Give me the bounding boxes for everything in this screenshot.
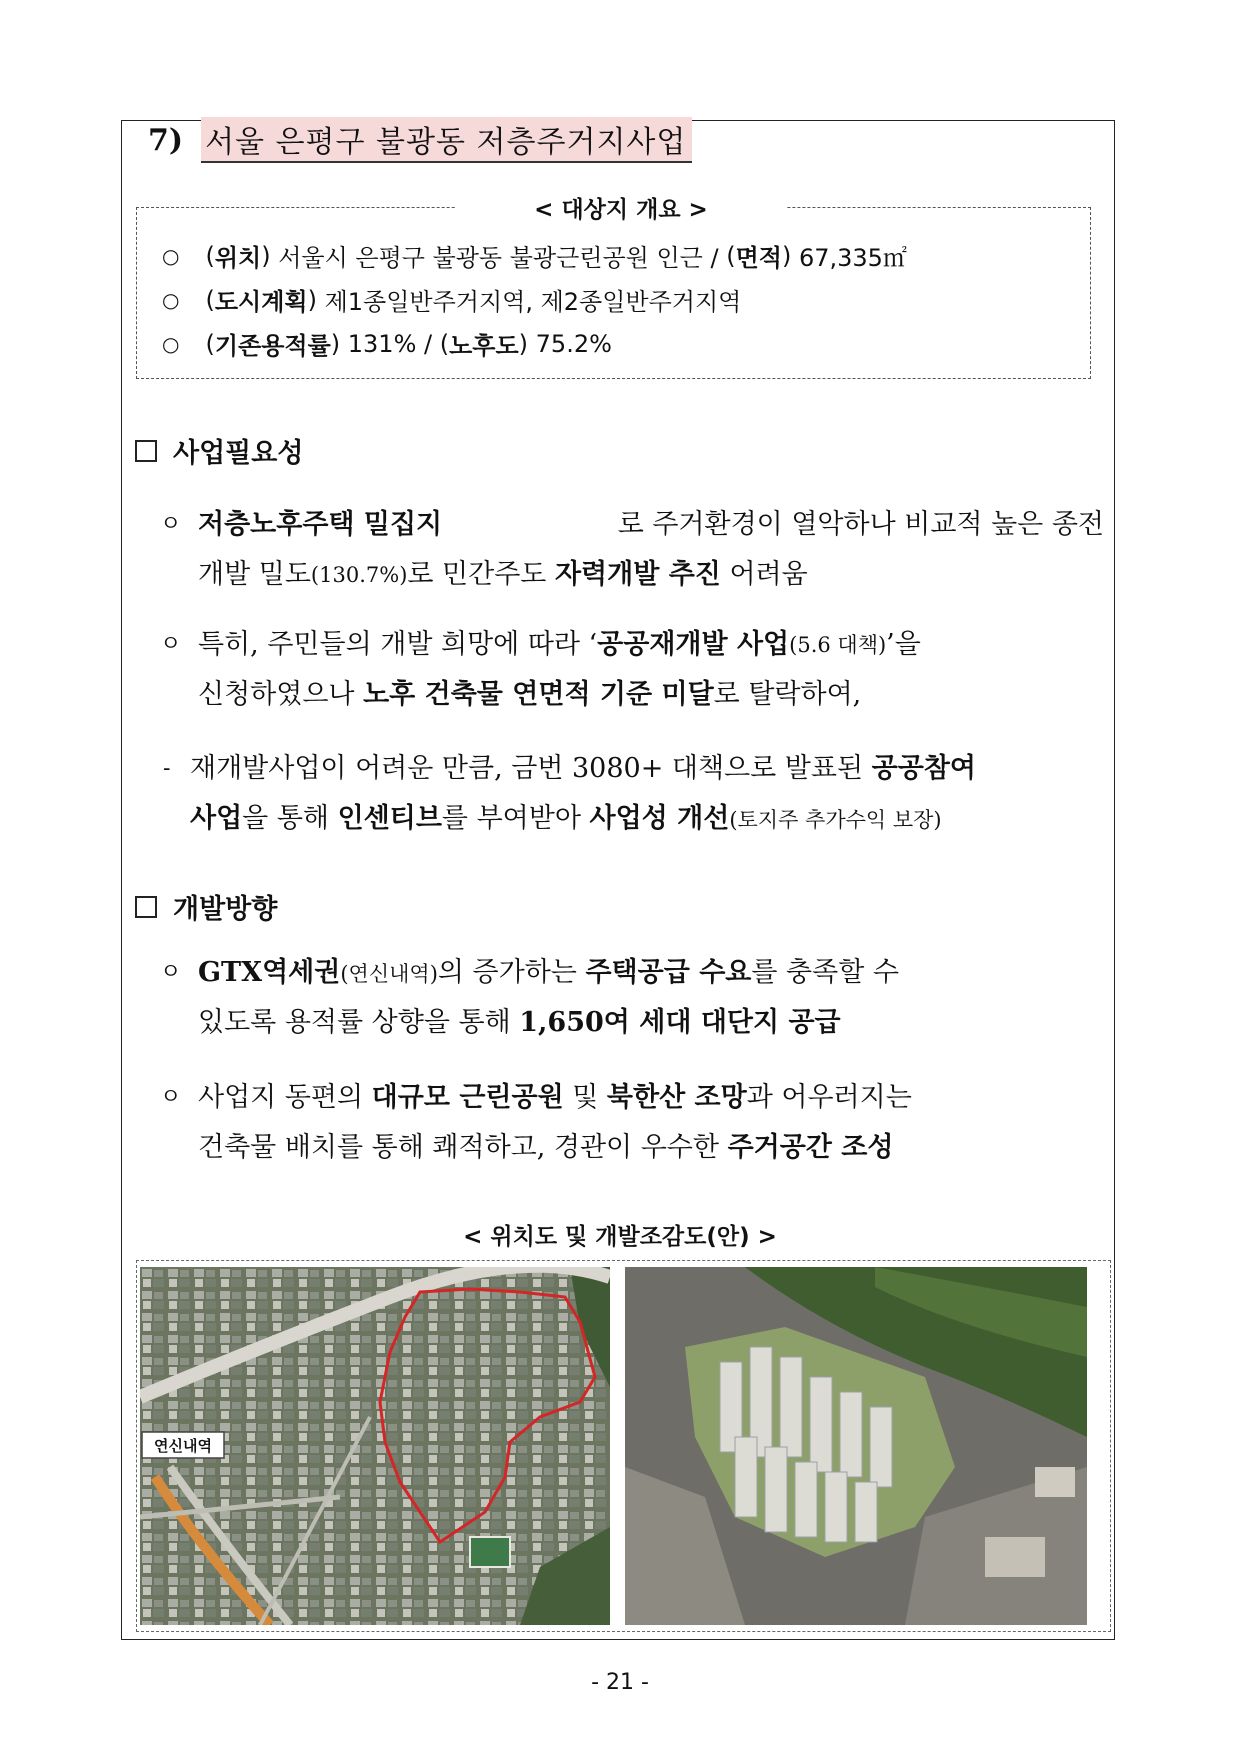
section-number: 7) <box>148 122 184 158</box>
section-title-text: 서울 은평구 불광동 저층주거지사업 <box>201 117 692 163</box>
checkbox-icon <box>135 896 157 918</box>
overview-line-planning: ○ ( 도시계획 ) 제1종일반주거지역, 제2종일반주거지역 <box>162 285 742 316</box>
need-heading: 사업필요성 <box>135 431 303 470</box>
map-station-label: 연신내역 <box>154 1437 212 1455</box>
page-number: - 21 - <box>591 1670 649 1695</box>
direction-heading: 개발방향 <box>135 887 277 926</box>
overview-heading: < 대상지 개요 > <box>455 191 787 224</box>
checkbox-icon <box>135 440 157 462</box>
location-map-image <box>140 1267 610 1625</box>
figure-caption: < 위치도 및 개발조감도(안) > <box>463 1224 777 1250</box>
overview-line-ratio: ○ ( 기존용적률 ) 131% / ( 노후도 ) 75.2% <box>162 329 612 360</box>
section-title <box>148 118 692 162</box>
overview-line-location: ○ ( 위치 ) 서울시 은평구 불광동 불광근린공원 인근 / ( 면적 ) 67,335㎡ <box>162 241 907 272</box>
development-rendering-image <box>625 1267 1087 1625</box>
